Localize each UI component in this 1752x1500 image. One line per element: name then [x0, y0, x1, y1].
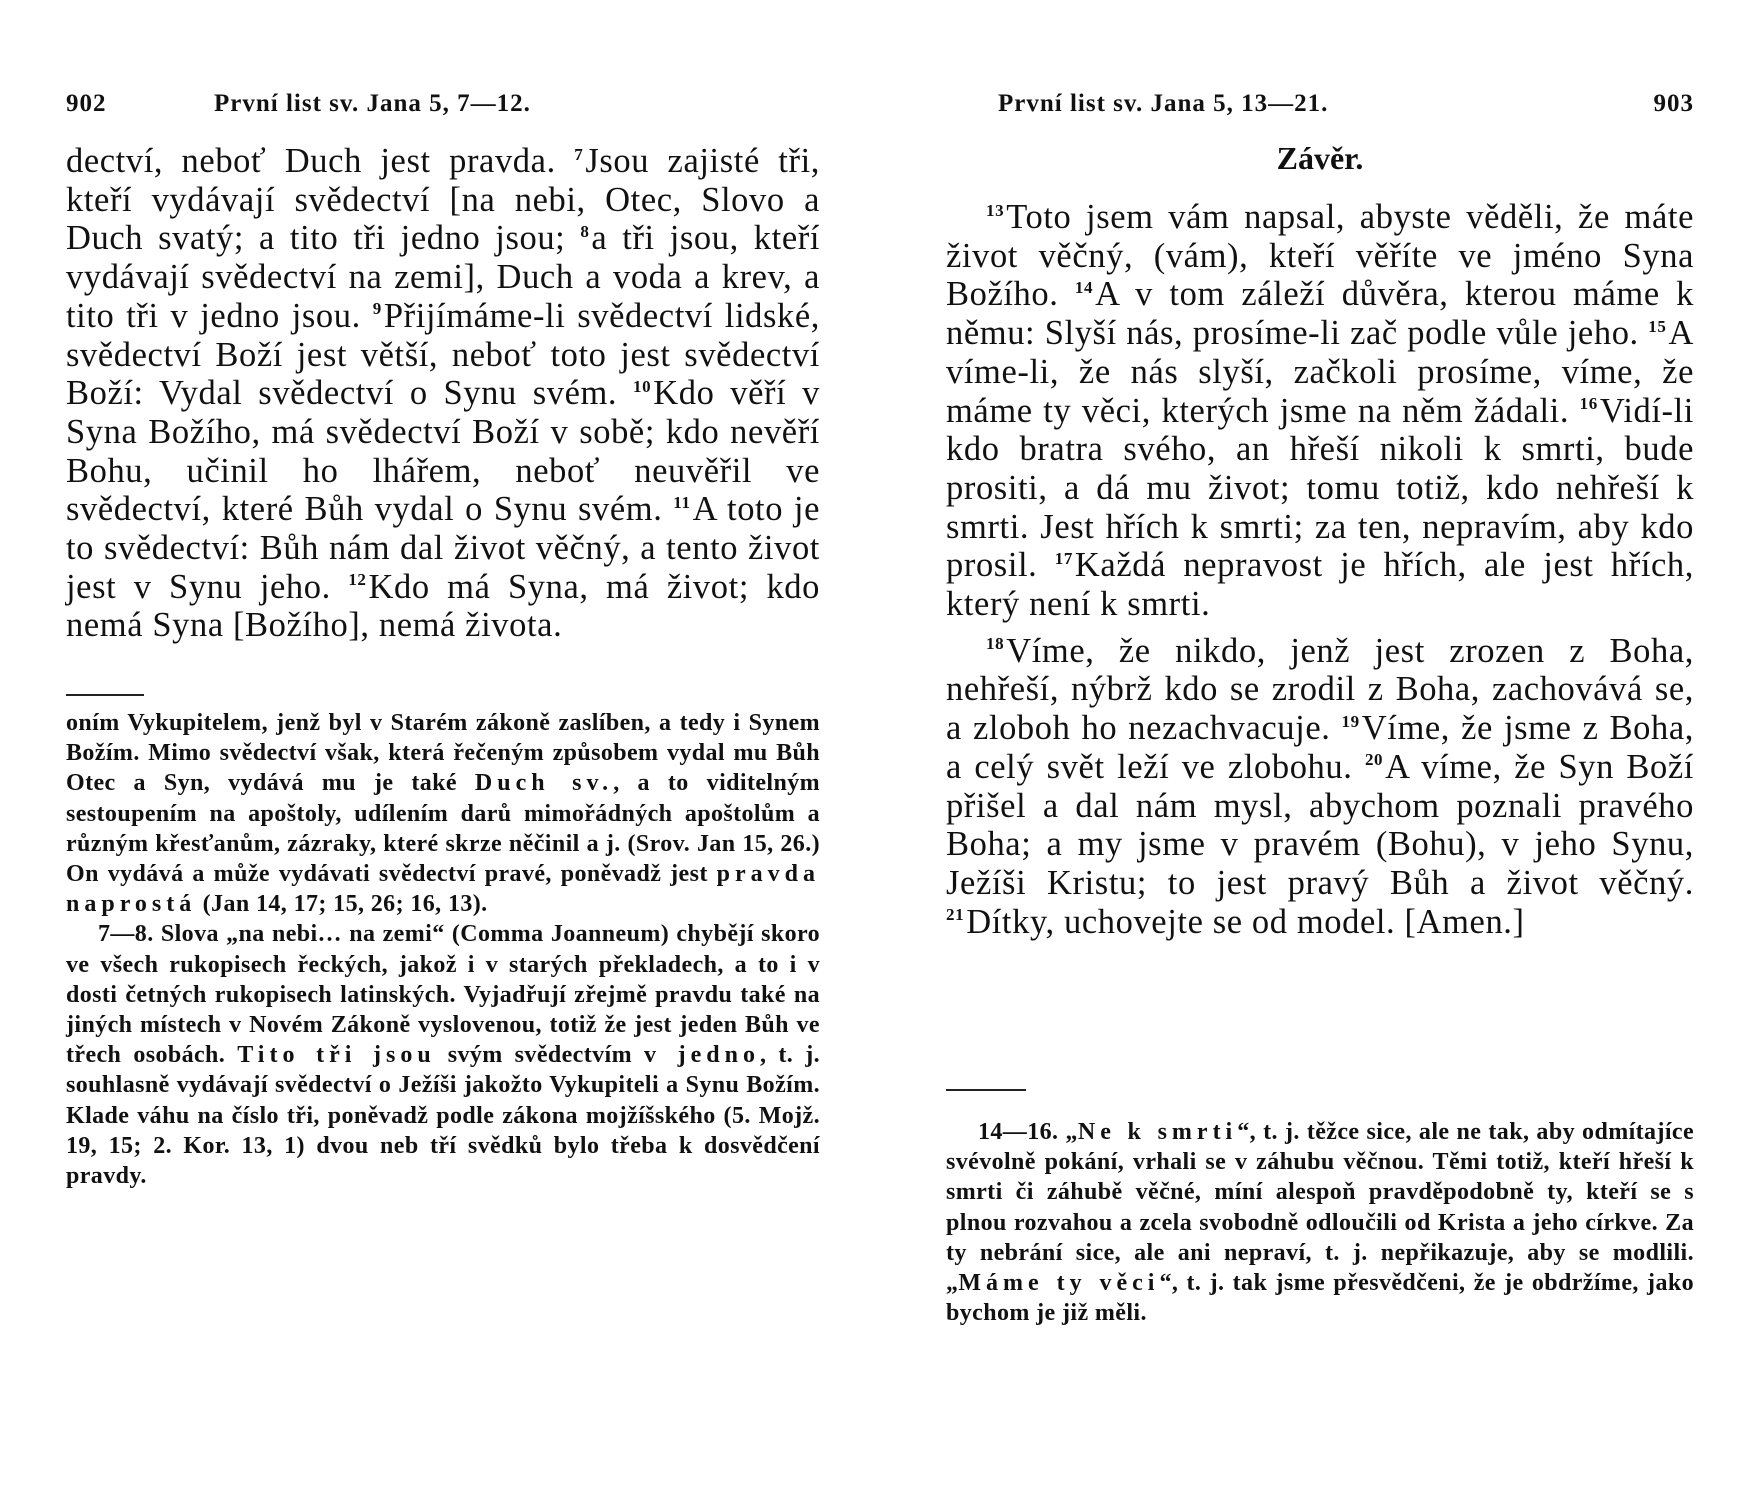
text-run: “, t. j. tak jsme přesvědčeni, že je obdržíme, jako bychom je již měli.	[946, 1270, 1694, 1327]
text-run: 7—8. Slova „na nebi… na zemi“ (Comma Joanneum) chybějí skoro ve všech rukopisech řeckých, jakož i v starých překladech, a to i v dosti četných rukopisech latinských. Vyjadřují zřejmě pravdu také na jiných místech v Novém Zákoně vyslovenou, totiž že jest jeden Bůh ve třech osobách.	[66, 921, 820, 1069]
verse-number: 13	[986, 200, 1005, 220]
text-run: Víme, že nikdo, jenž jest zrozen z Boha, nehřeší, nýbrž kdo se zrodil z Boha, zachovává se, a zloboh ho nezachvacuje.	[946, 631, 1694, 748]
text-run: dectví, neboť Duch jest pravda.	[66, 142, 575, 180]
verse-number: 9	[372, 299, 382, 319]
footnote-divider	[946, 1089, 1026, 1091]
running-head	[66, 90, 820, 130]
text-run: , t. j. souhlasně vydávají svědectví o Ježíši jakožto Vykupiteli a Synu Božím. Klade váhu na číslo tři, poněvadž podle zákona mojžíšského (5. Mojž. 19, 15; 2. Kor. 13, 1) dvou neb tří svědků bylo třeba k dosvědčení pravdy.	[66, 1042, 820, 1190]
page-number: 902	[66, 90, 107, 117]
text-run: Dítky, uchovejte se od model. [Amen.]	[966, 902, 1525, 941]
running-title: První list sv. Jana 5, 7—12.	[214, 90, 531, 117]
text-run: , a to viditelným sestoupením na apoštoly, udílením darů mimořádných apoštolům a různým křesťanům, zázraky, které skrze něčinil a j. (Srov. Jan 15, 26.) On vydává a může vydávati svědectví pravé, poněvadž jest	[66, 770, 820, 888]
text-run: Jsou zajisté tři, kteří vydávají svědectví [na nebi, Otec, Slovo a Duch svatý; a tito tři jedno jsou;	[66, 142, 820, 258]
emphasis: Tito tři jsou	[237, 1042, 436, 1069]
text-run: Toto jsem vám napsal, abyste věděli, že máte život věčný, (vám), kteří věříte ve jméno Syna Božího.	[946, 198, 1694, 314]
running-head	[946, 90, 1694, 130]
emphasis: v jedno	[644, 1042, 760, 1069]
verse-number: 8	[580, 221, 590, 241]
page-number: 903	[1653, 90, 1694, 117]
text-run: Každá nepravost je hřích, ale jest hřích, který není k smrti.	[946, 546, 1694, 624]
verse-number: 12	[348, 570, 367, 590]
emphasis: Máme ty věci	[958, 1270, 1160, 1297]
emphasis: Ne k smrti	[1077, 1119, 1238, 1145]
paragraph	[66, 142, 820, 645]
verse-number: 14	[1074, 277, 1094, 297]
verse-number: 11	[673, 492, 691, 512]
footnote-divider	[66, 694, 144, 696]
verse-number: 10	[633, 376, 652, 396]
text-run: Kdo má Syna, má život; kdo nemá Syna [Božího], nemá života.	[66, 567, 820, 645]
main-text	[66, 142, 820, 645]
text-run: Vidí-li kdo bratra svého, an hřeší nikoli k smrti, bude prositi, a dá mu život; tomu totiž, kdo nehřeší k smrti. Jest hřích k smrti; za ten, nepravím, aby kdo prosil.	[946, 391, 1694, 585]
verse-number: 18	[986, 634, 1005, 654]
section-heading: Závěr.	[1276, 140, 1364, 176]
verse-number: 16	[1579, 394, 1598, 414]
emphasis: pravda naprostá	[66, 861, 820, 918]
footnotes	[946, 1117, 1694, 1328]
text-run: A víme, že Syn Boží přišel a dal nám mysl, abychom poznali pravého Boha; a my jsme v pravém (Bohu), v jeho Synu, Ježíši Kristu; to jest pravý Bůh a život věčný.	[946, 747, 1694, 902]
text-run: Kdo věří v Syna Božího, má svědectví Boží v sobě; kdo nevěří Bohu, učinil ho lhářem, neboť neuvěřil ve svědectví, které Bůh vydal o Synu svém.	[66, 374, 820, 529]
paragraph	[946, 632, 1694, 942]
running-title: První list sv. Jana 5, 13—21.	[998, 90, 1329, 117]
footnotes	[66, 708, 820, 1191]
text-run: 14—16. „	[978, 1119, 1078, 1145]
verse-number: 21	[946, 905, 965, 925]
text-run: svým svědectvím	[435, 1042, 644, 1069]
footnote	[66, 708, 820, 919]
text-run: (Jan 14, 17; 15, 26; 16, 13).	[196, 891, 488, 918]
text-run: oním Vykupitelem, jenž byl v Starém zákoně zaslíben, a tedy i Synem Božím. Mimo svědectví však, která řečeným způsobem vydal mu Bůh Otec a Syn, vydává mu je také	[66, 710, 820, 797]
main-text	[946, 198, 1694, 941]
text-run: A víme-li, že nás slyší, začkoli prosíme, víme, že máme ty věci, kterých jsme na něm žádali.	[946, 314, 1694, 430]
paragraph	[946, 198, 1694, 624]
verse-number: 7	[574, 144, 584, 164]
text-run: A toto je to svědectví: Bůh nám dal život věčný, a tento život jest v Synu jeho.	[66, 490, 821, 606]
text-run: A v tom záleží důvěra, kterou máme k němu: Slyší nás, prosíme-li zač podle vůle jeho.	[946, 275, 1695, 353]
verse-number: 15	[1648, 316, 1667, 336]
emphasis: Duch sv.	[474, 770, 614, 797]
verse-number: 17	[1054, 548, 1073, 568]
text-run: “, t. j. těžce sice, ale ne tak, aby odmítajíce svévolně pokání, vrhali se v záhubu věčnou. Těmi totiž, kteří hřeší k smrti či záhubě věčné, míní alespoň pravděpodobně ty, kteří se s plnou rozvahou a zcela svobodně odloučili od Krista a jeho církve. Za ty nebrání sice, ale ani nepraví, t. j. nepřikazuje, aby se modlili. „	[946, 1119, 1695, 1297]
verse-number: 19	[1341, 711, 1360, 731]
text-run: Přijímáme-li svědectví lidské, svědectví Boží jest větší, neboť toto jest svědectví Boží: Vydal svědectví o Synu svém.	[66, 296, 820, 413]
text-run: a tři jsou, kteří vydávají svědectví na zemi], Duch a voda a krev, a tito tři v jedno jsou.	[66, 219, 821, 335]
footnote	[66, 919, 820, 1191]
text-run: Víme, že jsme z Boha, a celý svět leží ve zlobohu.	[946, 709, 1694, 786]
verse-number: 20	[1364, 750, 1384, 770]
footnote	[946, 1117, 1694, 1328]
